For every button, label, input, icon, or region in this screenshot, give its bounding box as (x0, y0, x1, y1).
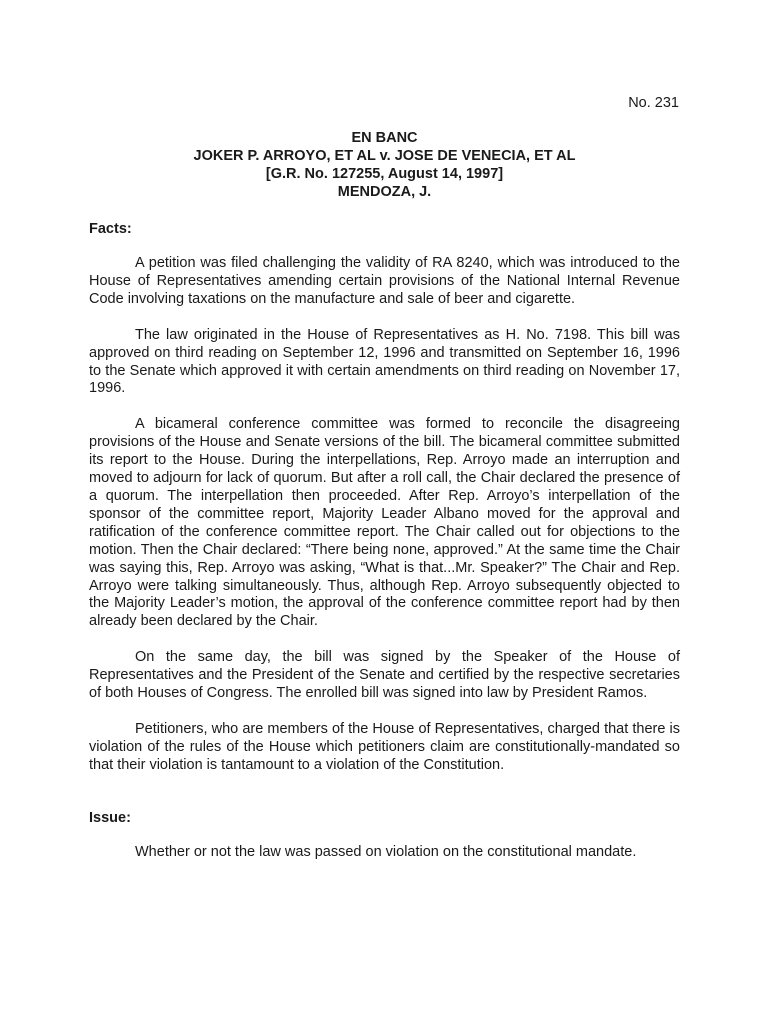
case-header (89, 129, 680, 201)
facts-paragraph: A petition was filed challenging the validity of RA 8240, which was introduced to the House of Representatives amending certain provisions of the National Internal Revenue Code involving taxations on the manufacture and sale of beer and cigarette. (89, 255, 680, 307)
case-title: JOKER P. ARROYO, ET AL v. JOSE DE VENECIA, ET AL (193, 148, 576, 164)
issue-heading: Issue: (89, 809, 131, 826)
facts-heading: Facts: (89, 221, 132, 237)
issue-paragraph: Whether or not the law was passed on violation on the constitutional mandate. (135, 843, 637, 860)
ponente: MENDOZA, J. (337, 184, 432, 200)
facts-paragraph: The law originated in the House of Representatives as H. No. 7198. This bill was approved on third reading on September 12, 1996 and transmitted on September 16, 1996 to the Senate which approved it with certain amendments on third reading on November 17, 1996. (89, 326, 680, 397)
document-number: No. 231 (628, 95, 679, 111)
court-division: EN BANC (351, 130, 418, 146)
facts-paragraph: A bicameral conference committee was formed to reconcile the disagreeing provisions of the House and Senate versions of the bill. The bicameral committee submitted its report to the House. During the interpellations, Rep. Arroyo made an interruption and moved to adjourn for lack of quorum. But after a roll call, the Chair declared the presence of a quorum. The interpellation then proceeded. After Rep. Arroyo’s interpellation of the sponsor of the committee report, Majority Leader Albano moved for the approval and ratification of the conference committee report. The Chair called out for objections to the motion. Then the Chair declared: “There being none, approved.” At the same time the Chair was saying this, Rep. Arroyo was asking, “What is that...Mr. Speaker?” The Chair and Rep. Arroyo were talking simultaneously. Thus, although Rep. Arroyo subsequently objected to the Majority Leader’s motion, the approval of the conference committee report had by then already been declared by the Chair. (89, 416, 680, 630)
facts-paragraph: Petitioners, who are members of the House of Representatives, charged that there is violation of the rules of the House which petitioners claim are constitutionally-mandated so that their violation is tantamount to a violation of the Constitution. (89, 720, 680, 773)
case-citation: [G.R. No. 127255, August 14, 1997] (265, 166, 504, 182)
facts-paragraph: On the same day, the bill was signed by the Speaker of the House of Representatives and the President of the Senate and certified by the respective secretaries of both Houses of Congress. The enrolled bill was signed into law by President Ramos. (89, 649, 680, 702)
